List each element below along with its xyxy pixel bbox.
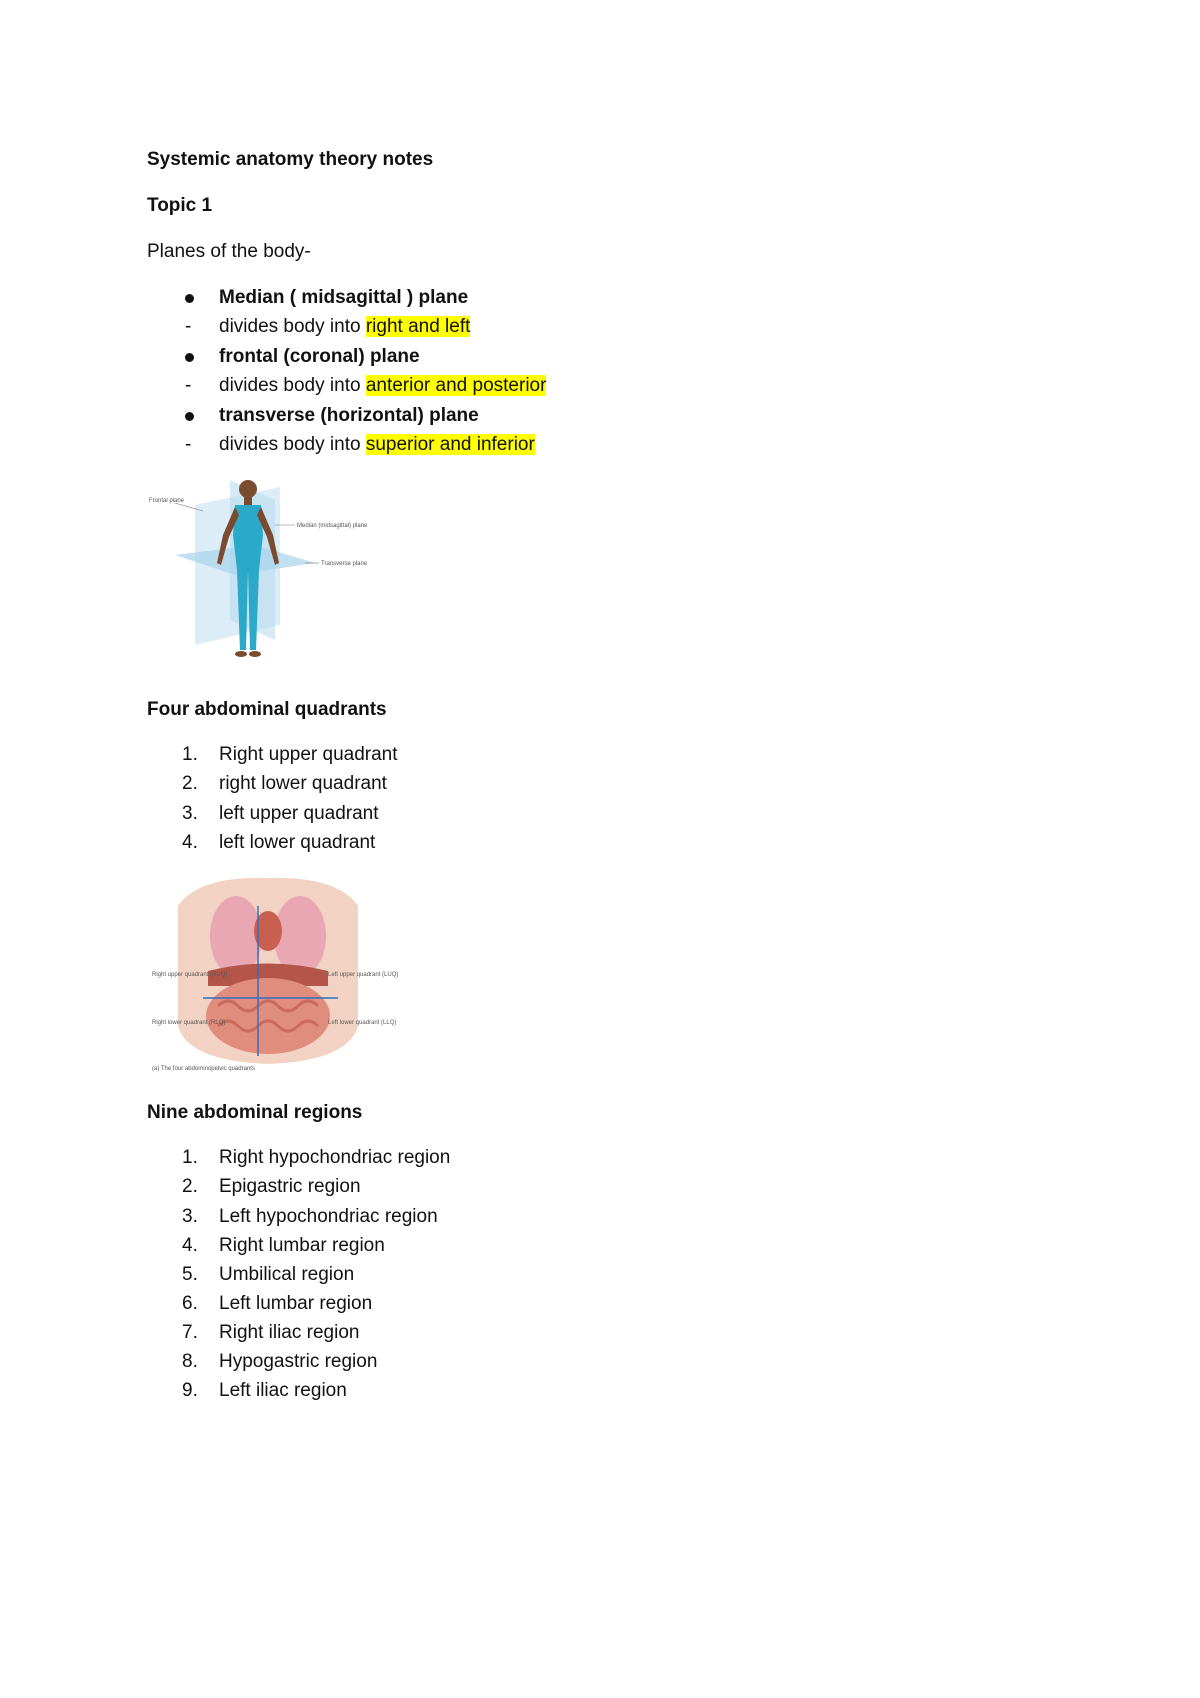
head-shape (239, 480, 257, 498)
list-number: 8. (182, 1351, 198, 1372)
regions-heading: Nine abdominal regions (147, 1102, 363, 1123)
list-number: 4. (182, 832, 198, 853)
plane-name: transverse (horizontal) plane (219, 405, 479, 426)
figure-label: Transverse plane (321, 561, 368, 567)
leg-shape (237, 570, 248, 650)
bullet-icon (185, 412, 194, 421)
description-text: divides body into (219, 316, 366, 337)
list-number: 3. (182, 803, 198, 824)
highlighted-term: anterior and posterior (365, 375, 547, 396)
dash-icon: - (185, 316, 192, 337)
figure-label: Right upper quadrant (RUQ) (152, 972, 228, 978)
figure-caption: (a) The four abdominopelvic quadrants (152, 1066, 255, 1072)
abdominal-quadrants-figure (148, 876, 399, 1076)
intestines-shape (206, 978, 330, 1054)
list-number: 2. (182, 1176, 198, 1197)
list-number: 3. (182, 1206, 198, 1227)
list-number: 4. (182, 1235, 198, 1256)
plane-name: Median ( midsagittal ) plane (219, 287, 469, 308)
figure-label: Frontal plane (149, 498, 185, 504)
list-number: 7. (182, 1322, 198, 1343)
dash-icon: - (185, 434, 192, 455)
highlighted-term: right and left (365, 316, 471, 337)
list-number: 2. (182, 773, 198, 794)
document-title: Systemic anatomy theory notes (147, 149, 434, 170)
body-planes-figure (145, 475, 370, 673)
topic-heading: Topic 1 (147, 195, 213, 216)
leg-shape (248, 570, 259, 650)
list-number: 5. (182, 1264, 198, 1285)
list-number: 1. (182, 1147, 198, 1168)
list-number: 6. (182, 1293, 198, 1314)
plane-name: frontal (coronal) plane (219, 346, 420, 367)
list-number: 1. (182, 744, 198, 765)
figure-label: Median (midsagittal) plane (297, 523, 368, 529)
bullet-icon (185, 353, 194, 362)
description-text: divides body into (219, 434, 366, 455)
figure-label: Left lower quadrant (LLQ) (328, 1020, 397, 1026)
document-page: Systemic anatomy theory notes Topic 1 Planes of the body- Median ( midsagittal ) plane - divides body into right and left frontal (coronal) plane - divides body into anterior and posterior transverse (horizontal) plane - divides body into superior and inferior Frontal plane Median (midsagittal) plane Transverse plane Four abdominal quadrants 1. Right upper quadrant 2. right lower quadrant 3. left upper quadrant 4. left lower quadrant Right upper quadrant (RUQ) Left upper quadrant (LUQ) Right lower quadrant (RLQ) Left lower quadrant (LLQ) (a) The four abdominopelvic quadrants Nine abdominal regions 1. Right hypochondriac region 2. Epigastric region 3. Left hypochondriac region 4. Right lumbar region 5. Umbilical region 6. Left lumbar region 7. Right iliac region 8. Hypogastric region 9. Left iliac region (0, 0, 1200, 1698)
list-number: 9. (182, 1380, 198, 1401)
description-text: divides body into (219, 375, 366, 396)
highlighted-term: superior and inferior (365, 434, 535, 455)
figure-label: Right lower quadrant (RLQ) (152, 1020, 226, 1026)
planes-intro: Planes of the body- (147, 241, 311, 262)
dash-icon: - (185, 375, 192, 396)
quadrants-heading: Four abdominal quadrants (147, 699, 387, 720)
figure-label: Left upper quadrant (LUQ) (328, 972, 399, 978)
bullet-icon (185, 294, 194, 303)
